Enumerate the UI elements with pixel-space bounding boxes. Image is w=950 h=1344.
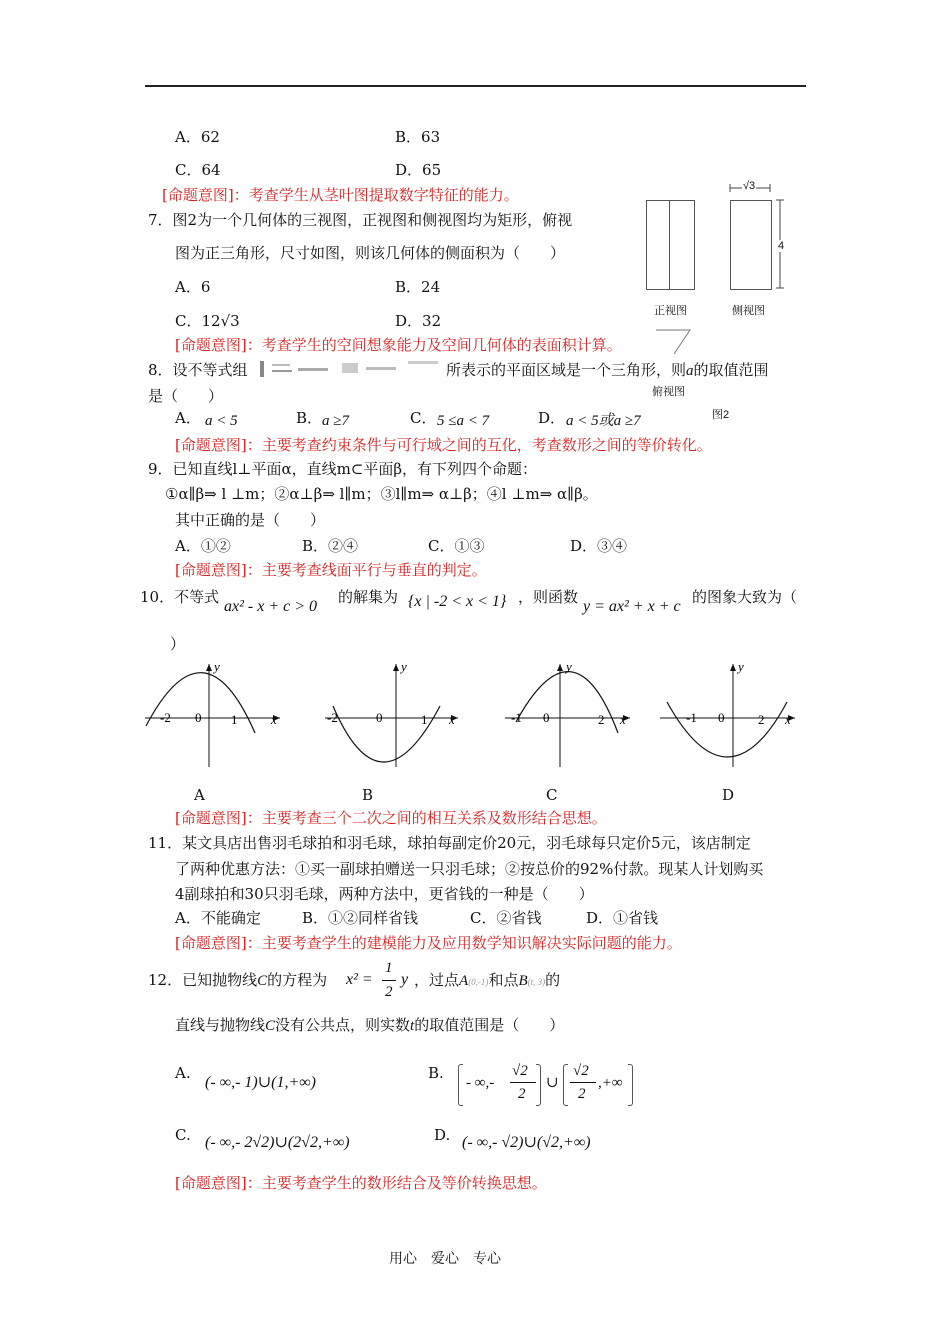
graph-a-y-label: y xyxy=(214,659,220,674)
q10-solution-set: {x | -2 < x < 1} xyxy=(408,593,507,610)
q12-equation-lhs: x² = xyxy=(346,971,373,988)
q10-stem-line2: ） xyxy=(170,635,186,653)
q9-option-b: B．②④ xyxy=(302,537,359,555)
q12-point-b-coords: (t, 3) xyxy=(527,977,546,987)
q9-option-d: D．③④ xyxy=(570,537,628,555)
q12-option-b-num-2: √2 xyxy=(573,1063,589,1079)
graph-d-x-label: x xyxy=(785,712,791,727)
q8-stem-post xyxy=(446,360,769,381)
q10-graph-panel xyxy=(140,652,800,772)
q12-fraction-den: 2 xyxy=(385,984,393,1000)
q11-option-a: A．不能确定 xyxy=(175,909,261,927)
graph-a-tick-origin: 0 xyxy=(195,710,202,725)
q12-stem-and: 和点 xyxy=(488,971,519,989)
graph-d-tick-right: 2 xyxy=(758,712,765,727)
q12-variable-t: t xyxy=(410,1018,415,1034)
q7-intent: [命题意图]：考查学生的空间想象能力及空间几何体的表面积计算。 xyxy=(175,336,622,354)
q10-stem-mid2: ，则函数 xyxy=(518,588,579,606)
q12-point-a: A xyxy=(459,973,469,989)
q12-option-b-den-2: 2 xyxy=(578,1086,586,1102)
q12-parabola-c-2: C xyxy=(265,1018,276,1034)
q9-intent: [命题意图]：主要考查线面平行与垂直的判定。 xyxy=(175,561,487,579)
q8-variable-a: a xyxy=(686,363,694,379)
q10-intent: [命题意图]：主要考查三个二次之间的相互关系及数形结合思想。 xyxy=(175,809,607,827)
q12-option-b-paren-right-2 xyxy=(628,1064,633,1106)
dim-height-label: 4 xyxy=(778,240,785,252)
graph-b-tick-right: 1 xyxy=(421,712,428,727)
q10-stem-post: 的图象大致为（ xyxy=(692,588,798,606)
q11-stem-line2: 了两种优惠方法：①买一副球拍赠送一只羽毛球；②按总价的92%付款。现某人计划购买 xyxy=(175,860,764,878)
graph-a-x-label: x xyxy=(271,712,277,727)
q12-option-b-num-1: √2 xyxy=(512,1063,528,1079)
graph-a xyxy=(145,659,280,767)
side-view-label: 侧视图 xyxy=(732,305,765,317)
q8-option-a: a < 5 xyxy=(205,413,238,429)
q8-option-d: a < 5或a ≥7 xyxy=(566,413,641,429)
q12-option-b-label: B. xyxy=(428,1064,444,1082)
q7-stem-line1: 7．图2为一个几何体的三视图，正视图和侧视图均为矩形，俯视 xyxy=(148,211,573,229)
q12-intent: [命题意图]：主要考查学生的数形结合及等价转换思想。 xyxy=(175,1174,547,1192)
page-footer: 用心 爱心 专心 xyxy=(389,1251,501,1267)
q9-option-a: A．①② xyxy=(175,537,231,555)
q12-stem-line1b xyxy=(414,970,560,992)
graph-b-y-label: y xyxy=(401,659,407,674)
q6-intent: [命题意图]：考查学生从茎叶图提取数字特征的能力。 xyxy=(162,186,519,204)
q10-stem-pre: 10．不等式 xyxy=(140,588,220,606)
q12-stem-post: 的 xyxy=(545,971,561,989)
q8-option-d-label: D． xyxy=(538,409,566,427)
q12-option-b-bar-1 xyxy=(510,1082,536,1083)
q12-equation-rhs: y xyxy=(401,971,409,988)
q12-option-b-paren-right xyxy=(536,1064,541,1106)
dimension-lines xyxy=(720,178,800,298)
q11-option-c: C．②省钱 xyxy=(470,909,542,927)
q12-option-a-label: A. xyxy=(175,1064,191,1082)
q7-option-d: D．32 xyxy=(395,312,442,330)
header-rule xyxy=(145,85,806,87)
q11-option-b: B．①②同样省钱 xyxy=(302,909,419,927)
q7-stem-line2: 图为正三角形，尺寸如图，则该几何体的侧面积为（ ） xyxy=(175,244,566,262)
q12-option-b-den-1: 2 xyxy=(518,1086,526,1102)
graph-c-tick-right: 2 xyxy=(598,712,605,727)
q12-option-b-right: ,+∞ xyxy=(598,1075,623,1091)
q8-option-c: 5 ≤a < 7 xyxy=(437,413,490,429)
figure-2-label: 图2 xyxy=(712,409,730,421)
q12-option-c: (- ∞,- 2√2)∪(2√2,+∞) xyxy=(205,1134,350,1151)
q12-option-c-label: C. xyxy=(175,1126,191,1144)
q12-option-b-paren-left xyxy=(458,1064,463,1106)
front-view-label: 正视图 xyxy=(654,305,687,317)
graph-c xyxy=(505,659,630,767)
inequality-system-image xyxy=(258,358,444,380)
q12-stem-line2c: 的取值范围是（ ） xyxy=(414,1016,565,1034)
q8-stem-post-text: 所表示的平面区域是一个三角形，则 xyxy=(446,361,687,379)
q11-option-d: D．①省钱 xyxy=(586,909,659,927)
q7-option-b: B．24 xyxy=(395,278,441,296)
q9-stem-line1: 9．已知直线l⊥平面α，直线m⊂平面β，有下列四个命题： xyxy=(148,460,538,478)
q8-stem-line2: 是（ ） xyxy=(148,387,224,405)
graph-d-tick-origin: 0 xyxy=(718,710,725,725)
dim-width-label: √3 xyxy=(743,180,756,192)
q12-stem-line2b: 没有公共点，则实数 xyxy=(275,1016,411,1034)
q10-stem-mid: 的解集为 xyxy=(338,588,399,606)
graph-b-tick-origin: 0 xyxy=(376,710,383,725)
graph-a-tick-left: -2 xyxy=(160,710,171,725)
graph-c-y-label: y xyxy=(566,659,572,674)
graph-d-tick-left: -1 xyxy=(686,710,697,725)
q12-fraction-bar xyxy=(382,980,396,981)
q12-stem-pre: 12．已知抛物线 xyxy=(148,971,258,989)
top-view-label: 俯视图 xyxy=(652,386,685,398)
graph-c-x-label: x xyxy=(620,712,626,727)
graph-b-tick-left: -2 xyxy=(327,710,338,725)
q12-option-b-paren-left-2 xyxy=(563,1064,568,1106)
q10-function: y = ax² + x + c xyxy=(583,598,681,615)
q7-option-c: C．12√3 xyxy=(175,312,240,330)
q12-point-a-coords: (0,-1) xyxy=(468,977,489,987)
q11-stem-line3: 4副球拍和30只羽毛球，两种方法中，更省钱的一种是（ ） xyxy=(175,885,594,903)
graph-b-x-label: x xyxy=(449,712,455,727)
q12-stem-line2a: 直线与抛物线 xyxy=(175,1016,266,1034)
q12-stem-line2 xyxy=(175,1015,564,1036)
q8-option-c-label: C． xyxy=(410,409,437,427)
graph-b-caption: B xyxy=(362,786,374,804)
q12-parabola-c: C xyxy=(257,973,268,989)
q12-stem-mid2: ，过点 xyxy=(414,971,460,989)
q6-option-b: B．63 xyxy=(395,128,441,146)
q6-option-d: D．65 xyxy=(395,161,442,179)
top-view-triangle xyxy=(654,328,694,358)
front-view-midline xyxy=(669,200,670,289)
graph-d-caption: D xyxy=(722,786,735,804)
q12-stem-line1 xyxy=(148,970,327,991)
front-view-rect xyxy=(646,200,695,290)
graph-a-tick-right: 1 xyxy=(231,712,238,727)
q10-inequality: ax² - x + c > 0 xyxy=(224,598,318,615)
q8-option-b-label: B． xyxy=(296,409,323,427)
q11-intent: [命题意图]：主要考查学生的建模能力及应用数学知识解决实际问题的能力。 xyxy=(175,934,682,952)
q8-option-b: a ≥7 xyxy=(322,413,349,429)
q12-option-d: (- ∞,- √2)∪(√2,+∞) xyxy=(462,1134,591,1151)
q12-fraction-num: 1 xyxy=(385,960,393,976)
q8-stem-pre: 8．设不等式组 xyxy=(148,361,248,379)
graph-c-tick-left: -1 xyxy=(511,710,522,725)
q12-point-b: B xyxy=(518,973,528,989)
graph-c-caption: C xyxy=(546,786,558,804)
graph-d-y-label: y xyxy=(738,659,744,674)
q8-intent: [命题意图]：主要考查约束条件与可行域之间的互化，考查数形之间的等价转化。 xyxy=(175,436,712,454)
q11-stem-line1: 11．某文具店出售羽毛球拍和羽毛球，球拍每副定价20元，羽毛球每只定价5元，该店制定 xyxy=(148,834,751,852)
q12-option-b-union: ∪ xyxy=(546,1075,559,1091)
q8-option-a-label: A． xyxy=(175,409,201,427)
q12-option-d-label: D. xyxy=(434,1126,451,1144)
q9-stem-line3: 其中正确的是（ ） xyxy=(175,511,326,529)
q9-propositions: ①α∥β⇒ l ⊥m；②α⊥β⇒ l∥m；③l∥m⇒ α⊥β；④l ⊥m⇒ α∥β。 xyxy=(165,485,598,503)
q12-option-b-left: - ∞,- xyxy=(466,1075,495,1091)
q12-option-a: (- ∞,- 1)∪(1,+∞) xyxy=(205,1074,316,1091)
q12-stem-mid: 的方程为 xyxy=(267,971,328,989)
graph-d xyxy=(660,659,795,767)
graph-a-caption: A xyxy=(194,786,205,804)
q6-option-c: C．64 xyxy=(175,161,221,179)
graph-c-tick-origin: 0 xyxy=(543,710,550,725)
graph-b xyxy=(325,659,458,767)
q8-stem-post2: 的取值范围 xyxy=(693,361,769,379)
q7-option-a: A．6 xyxy=(175,278,211,296)
q9-option-c: C．①③ xyxy=(428,537,485,555)
q12-option-b-bar-2 xyxy=(570,1082,596,1083)
q6-option-a: A．62 xyxy=(175,128,220,146)
